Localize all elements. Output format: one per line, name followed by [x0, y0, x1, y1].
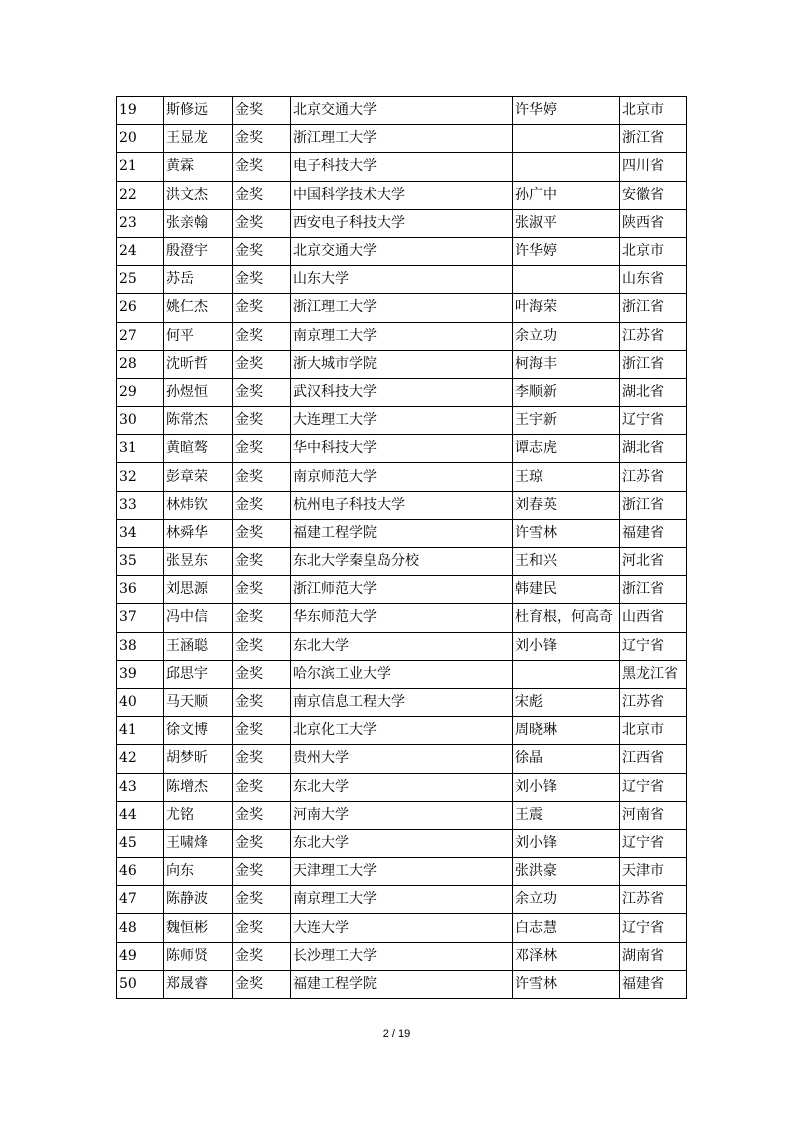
advisor-cell: 孙广中	[513, 181, 620, 209]
advisor-cell	[513, 125, 620, 153]
province-cell: 江苏省	[620, 463, 687, 491]
student-name-cell: 殷澄宇	[164, 237, 233, 265]
university-cell: 大连理工大学	[291, 407, 513, 435]
table-row	[117, 463, 687, 491]
province-cell: 北京市	[620, 237, 687, 265]
province-cell: 黑龙江省	[620, 660, 687, 688]
university-cell: 华东师范大学	[291, 604, 513, 632]
student-name-cell: 刘思源	[164, 576, 233, 604]
award-cell: 金奖	[233, 858, 291, 886]
table-row	[117, 181, 687, 209]
row-number-cell: 28	[117, 350, 164, 378]
award-cell: 金奖	[233, 181, 291, 209]
province-cell: 浙江省	[620, 294, 687, 322]
province-cell: 浙江省	[620, 350, 687, 378]
table-row	[117, 237, 687, 265]
student-name-cell: 洪文杰	[164, 181, 233, 209]
award-cell: 金奖	[233, 632, 291, 660]
award-cell: 金奖	[233, 209, 291, 237]
row-number-cell: 25	[117, 266, 164, 294]
advisor-cell: 王琼	[513, 463, 620, 491]
row-number-cell: 29	[117, 378, 164, 406]
table-row	[117, 829, 687, 857]
award-cell: 金奖	[233, 491, 291, 519]
province-cell: 福建省	[620, 519, 687, 547]
university-cell: 北京交通大学	[291, 237, 513, 265]
table-row	[117, 717, 687, 745]
row-number-cell: 36	[117, 576, 164, 604]
row-number-cell: 34	[117, 519, 164, 547]
award-cell: 金奖	[233, 350, 291, 378]
award-cell: 金奖	[233, 745, 291, 773]
province-cell: 辽宁省	[620, 632, 687, 660]
row-number-cell: 33	[117, 491, 164, 519]
province-cell: 北京市	[620, 97, 687, 125]
award-cell: 金奖	[233, 717, 291, 745]
university-cell: 哈尔滨工业大学	[291, 660, 513, 688]
student-name-cell: 苏岳	[164, 266, 233, 294]
university-cell: 南京师范大学	[291, 463, 513, 491]
row-number-cell: 47	[117, 886, 164, 914]
province-cell: 浙江省	[620, 125, 687, 153]
province-cell: 江苏省	[620, 688, 687, 716]
province-cell: 四川省	[620, 153, 687, 181]
advisor-cell: 刘小锋	[513, 632, 620, 660]
award-cell: 金奖	[233, 942, 291, 970]
university-cell: 河南大学	[291, 801, 513, 829]
student-name-cell: 向东	[164, 858, 233, 886]
row-number-cell: 23	[117, 209, 164, 237]
university-cell: 山东大学	[291, 266, 513, 294]
province-cell: 江西省	[620, 745, 687, 773]
row-number-cell: 45	[117, 829, 164, 857]
advisor-cell: 张洪豪	[513, 858, 620, 886]
award-cell: 金奖	[233, 378, 291, 406]
university-cell: 东北大学	[291, 773, 513, 801]
advisor-cell: 许华婷	[513, 237, 620, 265]
award-cell: 金奖	[233, 970, 291, 998]
award-cell: 金奖	[233, 773, 291, 801]
table-row	[117, 773, 687, 801]
province-cell: 陕西省	[620, 209, 687, 237]
advisor-cell	[513, 266, 620, 294]
university-cell: 东北大学秦皇岛分校	[291, 548, 513, 576]
province-cell: 辽宁省	[620, 829, 687, 857]
table-row	[117, 576, 687, 604]
award-cell: 金奖	[233, 801, 291, 829]
province-cell: 浙江省	[620, 491, 687, 519]
province-cell: 辽宁省	[620, 914, 687, 942]
award-cell: 金奖	[233, 914, 291, 942]
row-number-cell: 49	[117, 942, 164, 970]
student-name-cell: 陈增杰	[164, 773, 233, 801]
university-cell: 浙江师范大学	[291, 576, 513, 604]
student-name-cell: 马天顺	[164, 688, 233, 716]
student-name-cell: 陈常杰	[164, 407, 233, 435]
university-cell: 天津理工大学	[291, 858, 513, 886]
student-name-cell: 林炜钦	[164, 491, 233, 519]
student-name-cell: 王显龙	[164, 125, 233, 153]
student-name-cell: 沈昕哲	[164, 350, 233, 378]
row-number-cell: 31	[117, 435, 164, 463]
row-number-cell: 24	[117, 237, 164, 265]
university-cell: 浙大城市学院	[291, 350, 513, 378]
university-cell: 福建工程学院	[291, 519, 513, 547]
awards-table-body	[117, 97, 687, 999]
advisor-cell: 余立功	[513, 886, 620, 914]
advisor-cell: 韩建民	[513, 576, 620, 604]
student-name-cell: 胡梦昕	[164, 745, 233, 773]
row-number-cell: 26	[117, 294, 164, 322]
student-name-cell: 彭章荣	[164, 463, 233, 491]
student-name-cell: 魏恒彬	[164, 914, 233, 942]
province-cell: 浙江省	[620, 576, 687, 604]
row-number-cell: 46	[117, 858, 164, 886]
student-name-cell: 黄暄骜	[164, 435, 233, 463]
province-cell: 江苏省	[620, 322, 687, 350]
university-cell: 东北大学	[291, 632, 513, 660]
province-cell: 山东省	[620, 266, 687, 294]
award-cell: 金奖	[233, 435, 291, 463]
advisor-cell: 王震	[513, 801, 620, 829]
table-row	[117, 604, 687, 632]
advisor-cell: 许雪林	[513, 519, 620, 547]
student-name-cell: 陈师贤	[164, 942, 233, 970]
table-row	[117, 688, 687, 716]
province-cell: 天津市	[620, 858, 687, 886]
student-name-cell: 林舜华	[164, 519, 233, 547]
advisor-cell: 刘小锋	[513, 829, 620, 857]
advisor-cell: 李顺新	[513, 378, 620, 406]
table-row	[117, 970, 687, 998]
university-cell: 长沙理工大学	[291, 942, 513, 970]
table-row	[117, 266, 687, 294]
row-number-cell: 39	[117, 660, 164, 688]
province-cell: 河南省	[620, 801, 687, 829]
university-cell: 中国科学技术大学	[291, 181, 513, 209]
province-cell: 辽宁省	[620, 407, 687, 435]
university-cell: 大连大学	[291, 914, 513, 942]
advisor-cell: 张淑平	[513, 209, 620, 237]
university-cell: 武汉科技大学	[291, 378, 513, 406]
province-cell: 湖北省	[620, 435, 687, 463]
province-cell: 湖南省	[620, 942, 687, 970]
row-number-cell: 32	[117, 463, 164, 491]
table-row	[117, 322, 687, 350]
table-row	[117, 294, 687, 322]
university-cell: 南京信息工程大学	[291, 688, 513, 716]
advisor-cell: 谭志虎	[513, 435, 620, 463]
award-cell: 金奖	[233, 688, 291, 716]
award-cell: 金奖	[233, 322, 291, 350]
table-row	[117, 350, 687, 378]
table-row	[117, 942, 687, 970]
university-cell: 电子科技大学	[291, 153, 513, 181]
province-cell: 福建省	[620, 970, 687, 998]
province-cell: 山西省	[620, 604, 687, 632]
student-name-cell: 郑晟睿	[164, 970, 233, 998]
table-row	[117, 519, 687, 547]
province-cell: 安徽省	[620, 181, 687, 209]
awards-table	[116, 96, 687, 999]
table-row	[117, 378, 687, 406]
university-cell: 浙江理工大学	[291, 125, 513, 153]
advisor-cell	[513, 660, 620, 688]
table-row	[117, 125, 687, 153]
row-number-cell: 38	[117, 632, 164, 660]
advisor-cell: 柯海丰	[513, 350, 620, 378]
row-number-cell: 35	[117, 548, 164, 576]
university-cell: 福建工程学院	[291, 970, 513, 998]
row-number-cell: 37	[117, 604, 164, 632]
row-number-cell: 20	[117, 125, 164, 153]
row-number-cell: 44	[117, 801, 164, 829]
row-number-cell: 30	[117, 407, 164, 435]
university-cell: 东北大学	[291, 829, 513, 857]
advisor-cell: 许雪林	[513, 970, 620, 998]
row-number-cell: 21	[117, 153, 164, 181]
award-cell: 金奖	[233, 407, 291, 435]
award-cell: 金奖	[233, 463, 291, 491]
advisor-cell: 许华婷	[513, 97, 620, 125]
table-row	[117, 858, 687, 886]
row-number-cell: 40	[117, 688, 164, 716]
student-name-cell: 张昱东	[164, 548, 233, 576]
table-row	[117, 632, 687, 660]
student-name-cell: 王啸烽	[164, 829, 233, 857]
university-cell: 浙江理工大学	[291, 294, 513, 322]
table-row	[117, 801, 687, 829]
advisor-cell: 余立功	[513, 322, 620, 350]
table-row	[117, 745, 687, 773]
table-row	[117, 886, 687, 914]
province-cell: 辽宁省	[620, 773, 687, 801]
row-number-cell: 42	[117, 745, 164, 773]
table-row	[117, 209, 687, 237]
row-number-cell: 19	[117, 97, 164, 125]
student-name-cell: 尤铭	[164, 801, 233, 829]
advisor-cell: 杜育根，何高奇	[513, 604, 620, 632]
award-cell: 金奖	[233, 266, 291, 294]
student-name-cell: 陈静波	[164, 886, 233, 914]
table-row	[117, 914, 687, 942]
province-cell: 河北省	[620, 548, 687, 576]
advisor-cell: 邓泽林	[513, 942, 620, 970]
university-cell: 北京化工大学	[291, 717, 513, 745]
student-name-cell: 张亲翰	[164, 209, 233, 237]
award-cell: 金奖	[233, 886, 291, 914]
advisor-cell: 徐晶	[513, 745, 620, 773]
advisor-cell	[513, 153, 620, 181]
award-cell: 金奖	[233, 829, 291, 857]
advisor-cell: 周晓琳	[513, 717, 620, 745]
award-cell: 金奖	[233, 548, 291, 576]
table-row	[117, 548, 687, 576]
student-name-cell: 王涵聪	[164, 632, 233, 660]
student-name-cell: 斯修远	[164, 97, 233, 125]
award-cell: 金奖	[233, 519, 291, 547]
province-cell: 江苏省	[620, 886, 687, 914]
table-row	[117, 407, 687, 435]
row-number-cell: 41	[117, 717, 164, 745]
award-cell: 金奖	[233, 97, 291, 125]
row-number-cell: 27	[117, 322, 164, 350]
table-row	[117, 153, 687, 181]
student-name-cell: 何平	[164, 322, 233, 350]
advisor-cell: 刘小锋	[513, 773, 620, 801]
province-cell: 北京市	[620, 717, 687, 745]
award-cell: 金奖	[233, 660, 291, 688]
advisor-cell: 刘春英	[513, 491, 620, 519]
award-cell: 金奖	[233, 125, 291, 153]
table-row	[117, 491, 687, 519]
row-number-cell: 48	[117, 914, 164, 942]
university-cell: 北京交通大学	[291, 97, 513, 125]
award-cell: 金奖	[233, 576, 291, 604]
row-number-cell: 22	[117, 181, 164, 209]
student-name-cell: 邱思宇	[164, 660, 233, 688]
student-name-cell: 姚仁杰	[164, 294, 233, 322]
university-cell: 南京理工大学	[291, 886, 513, 914]
province-cell: 湖北省	[620, 378, 687, 406]
table-row	[117, 97, 687, 125]
student-name-cell: 冯中信	[164, 604, 233, 632]
advisor-cell: 叶海荣	[513, 294, 620, 322]
advisor-cell: 王和兴	[513, 548, 620, 576]
university-cell: 贵州大学	[291, 745, 513, 773]
page-number: 2 / 19	[382, 1028, 411, 1040]
table-row	[117, 435, 687, 463]
advisor-cell: 王宇新	[513, 407, 620, 435]
row-number-cell: 50	[117, 970, 164, 998]
university-cell: 杭州电子科技大学	[291, 491, 513, 519]
award-cell: 金奖	[233, 153, 291, 181]
university-cell: 西安电子科技大学	[291, 209, 513, 237]
university-cell: 南京理工大学	[291, 322, 513, 350]
award-cell: 金奖	[233, 604, 291, 632]
student-name-cell: 徐文博	[164, 717, 233, 745]
university-cell: 华中科技大学	[291, 435, 513, 463]
table-row	[117, 660, 687, 688]
award-cell: 金奖	[233, 294, 291, 322]
student-name-cell: 孙煜恒	[164, 378, 233, 406]
award-cell: 金奖	[233, 237, 291, 265]
row-number-cell: 43	[117, 773, 164, 801]
advisor-cell: 宋彪	[513, 688, 620, 716]
advisor-cell: 白志慧	[513, 914, 620, 942]
student-name-cell: 黄霖	[164, 153, 233, 181]
